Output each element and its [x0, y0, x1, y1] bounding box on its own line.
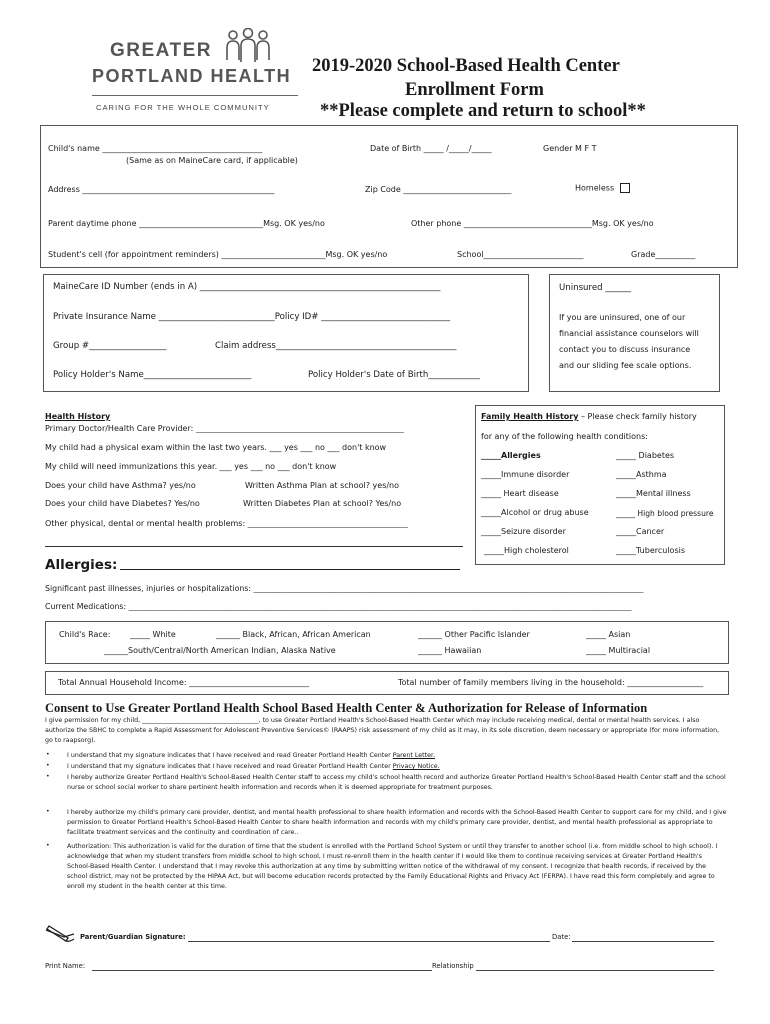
physical-exam-question[interactable]: My child had a physical exam within the last two years. ___ yes ___ no ___ don't know [45, 443, 387, 452]
medications-field[interactable]: Current Medications: _________________________________________________________________________________________________________________________________ [45, 602, 632, 611]
family-allergies[interactable]: _____Allergies [481, 451, 541, 460]
parent-signature-label: Parent/Guardian Signature: [80, 933, 186, 941]
immunizations-question[interactable]: My child will need immunizations this year. ___ yes ___ no ___ don't know [45, 462, 337, 471]
family-history-intro-line1 [481, 412, 697, 421]
family-history-heading: Family Health History [481, 412, 579, 421]
household-income-field[interactable]: Total Annual Household Income: ______________________________ [58, 678, 310, 687]
print-name-line[interactable] [92, 970, 432, 971]
bullet-2-marker: • [46, 762, 50, 769]
form-subtitle: Enrollment Form [405, 80, 544, 100]
family-heart-disease[interactable]: _____ Heart disease [481, 489, 559, 498]
gender-field[interactable]: Gender M F T [543, 144, 597, 153]
consent-bullet-1 [67, 751, 727, 761]
family-diabetes[interactable]: _____ Diabetes [616, 451, 675, 460]
student-cell-field[interactable]: Student's cell (for appointment reminders) __________________________Msg. OK yes/no [48, 250, 388, 259]
family-tuberculosis[interactable]: _____Tuberculosis [616, 546, 685, 555]
group-number-field[interactable]: Group #__________________ [53, 341, 167, 351]
logo-divider [92, 95, 298, 96]
bullet-3-marker: • [46, 773, 50, 780]
homeless-field [575, 183, 630, 193]
homeless-label: Homeless [575, 183, 615, 193]
relationship-label: Relationship [432, 962, 474, 970]
consent-bullet-5: Authorization: This authorization is valid for the duration of time that the student is enrolled with the Portland School System or until they transfer to another school (i.e. from middle school to high school). I acknowledge that when my student transfers from middle school to high school, I must re-enroll them in the health center if I would like them to continue receiving services at Greater Portland Health's School-Based Health Center. I understand that I may revoke this authorization at any time by submitting written notice of the withdrawal of my consent. I recognize that health records, if received by the school district, may not be protected by the HIPAA Act, but will become education records protected by the Family Educational Rights and Privacy Act (FERPA). I have read this form completely and agree to enroll my student in the health center at this time. [67, 843, 718, 890]
uninsured-note-3: contact you to discuss insurance [559, 345, 691, 354]
family-history-intro-line2: for any of the following health conditions: [481, 432, 648, 441]
primary-provider-field[interactable]: Primary Doctor/Health Care Provider: ____________________________________________________ [45, 424, 404, 433]
uninsured-note-1: If you are uninsured, one of our [559, 313, 686, 322]
school-field[interactable]: School_________________________ [457, 250, 584, 259]
race-section [45, 621, 729, 664]
asthma-question[interactable]: Does your child have Asthma? yes/no [45, 481, 196, 490]
race-multiracial[interactable]: _____ Multiracial [586, 646, 651, 655]
private-insurance-field[interactable]: Private Insurance Name ___________________________Policy ID# ______________________________ [53, 312, 451, 322]
parent-phone-field[interactable]: Parent daytime phone _______________________________Msg. OK yes/no [48, 219, 325, 228]
child-name-field[interactable]: Child's name ________________________________________ [48, 144, 263, 153]
grade-field[interactable]: Grade__________ [631, 250, 696, 259]
bullet-1-marker: • [46, 751, 50, 758]
consent-intro: I give permission for my child, _____________________________________, to use Greater Portland Health's School-Based Health Center which may include receiving medical, dental or mental health services. I also authorize the SBHC to complete a Rapid Assessment for Adolescent Preventive Services© (RAAPS) risk assessment of my child as it may, in its sole discretion, deem necessary or appropriate (for more information, go to raapsorg). [45, 717, 720, 744]
consent-bullet-2 [67, 762, 727, 772]
uninsured-field[interactable]: Uninsured ______ [559, 283, 632, 293]
family-alcohol-drug[interactable]: _____Alcohol or drug abuse [481, 508, 589, 517]
family-mental-illness[interactable]: _____Mental illness [616, 489, 691, 498]
print-name-label: Print Name: [45, 962, 86, 970]
parent-letter-link[interactable]: Parent Letter. [392, 752, 435, 759]
logo-tagline: CARING FOR THE WHOLE COMMUNITY [96, 103, 270, 112]
uninsured-note-4: and our sliding fee scale options. [559, 361, 692, 370]
family-history-intro: – Please check family history [578, 412, 697, 421]
race-black[interactable]: ______ Black, African, African American [216, 630, 371, 639]
child-name-note: (Same as on MaineCare card, if applicable) [126, 156, 298, 165]
diabetes-plan-question[interactable]: Written Diabetes Plan at school? Yes/no [243, 499, 402, 508]
date-label: Date: [552, 933, 571, 941]
household-members-field[interactable]: Total number of family members living in the household: ___________________ [398, 678, 704, 687]
family-asthma[interactable]: _____Asthma [616, 470, 667, 479]
family-seizure[interactable]: _____Seizure disorder [481, 527, 566, 536]
consent-bullet-4: I hereby authorize my child's primary care provider, dentist, and mental health professional to share health information and records with the School-Based Health Center to support care for my child, and I give permission to Greater Portland Health's School-Based Health Center to share health information and records with my child's primary care provider, dentist, and mental health professional as appropriate to facilitate treatment services and the continuity and coordination of care.. [67, 809, 727, 836]
form-title: 2019-2020 School-Based Health Center [312, 56, 620, 76]
form-instruction: **Please complete and return to school** [320, 101, 646, 121]
race-hawaiian[interactable]: ______ Hawaiian [418, 646, 482, 655]
zip-field[interactable]: Zip Code ___________________________ [365, 185, 512, 194]
consent-heading: Consent to Use Greater Portland Health School Based Health Center & Authorization for Release of Information [45, 701, 648, 715]
policy-holder-field[interactable]: Policy Holder's Name_________________________ [53, 370, 252, 380]
race-label: Child's Race: [59, 630, 111, 639]
race-pacific-islander[interactable]: ______ Other Pacific Islander [418, 630, 530, 639]
other-phone-field[interactable]: Other phone ________________________________Msg. OK yes/no [411, 219, 654, 228]
claim-address-field[interactable]: Claim address__________________________________________ [215, 341, 457, 351]
health-history-heading: Health History [45, 412, 111, 421]
family-cholesterol[interactable]: _____High cholesterol [484, 546, 569, 555]
allergies-line[interactable] [120, 569, 460, 570]
past-illnesses-field[interactable]: Significant past illnesses, injuries or hospitalizations: ____________________________________________________________________________________________________ [45, 584, 644, 593]
policy-holder-dob-field[interactable]: Policy Holder's Date of Birth____________ [308, 370, 480, 380]
logo-line1: GREATER [110, 40, 212, 61]
race-white[interactable]: _____ White [130, 630, 176, 639]
parent-signature-line[interactable] [188, 941, 550, 942]
other-problems-field[interactable]: Other physical, dental or mental health problems: ________________________________________ [45, 519, 408, 528]
family-history-section [475, 405, 725, 565]
bullet-5-marker: • [46, 842, 50, 849]
consent-bullet-3: I hereby authorize Greater Portland Health's School-Based Health Center staff to access my child's school health record and authorize Greater Portland Health's School-Based Health Center staff and the school nurse or school social worker to share pertinent health information and records when it is deemed appropriate for treatment purposes. [67, 774, 726, 791]
family-immune-disorder[interactable]: _____Immune disorder [481, 470, 570, 479]
homeless-checkbox[interactable] [620, 183, 630, 193]
family-cancer[interactable]: _____Cancer [616, 527, 665, 536]
relationship-line[interactable] [476, 970, 714, 971]
mainecare-id-field[interactable]: MaineCare ID Number (ends in A) ________________________________________________________ [53, 282, 441, 292]
consent-bullet-2-text: I understand that my signature indicates that I have received and read Greater Portland Health Center [67, 763, 393, 770]
allergies-label: Allergies: [45, 557, 118, 573]
asthma-plan-question[interactable]: Written Asthma Plan at school? yes/no [245, 481, 400, 490]
address-field[interactable]: Address ________________________________________________ [48, 185, 275, 194]
race-native[interactable]: ______South/Central/North American Indian, Alaska Native [104, 646, 336, 655]
date-line[interactable] [572, 941, 714, 942]
privacy-notice-link[interactable]: Privacy Notice. [392, 763, 440, 770]
diabetes-question[interactable]: Does your child have Diabetes? Yes/no [45, 499, 200, 508]
uninsured-note-2: financial assistance counselors will [559, 329, 699, 338]
logo-line2: PORTLAND HEALTH [92, 66, 292, 86]
other-problems-line[interactable] [45, 546, 463, 547]
family-blood-pressure[interactable]: _____ High blood pressure [616, 509, 714, 518]
people-icon [224, 28, 272, 64]
signature-pen-icon [44, 924, 78, 944]
race-asian[interactable]: _____ Asian [586, 630, 631, 639]
bullet-4-marker: • [46, 808, 50, 815]
dob-field[interactable]: Date of Birth _____ /_____/_____ [370, 144, 492, 153]
consent-bullet-1-text: I understand that my signature indicates that I have received and read Greater Portland Health Center [67, 752, 393, 759]
